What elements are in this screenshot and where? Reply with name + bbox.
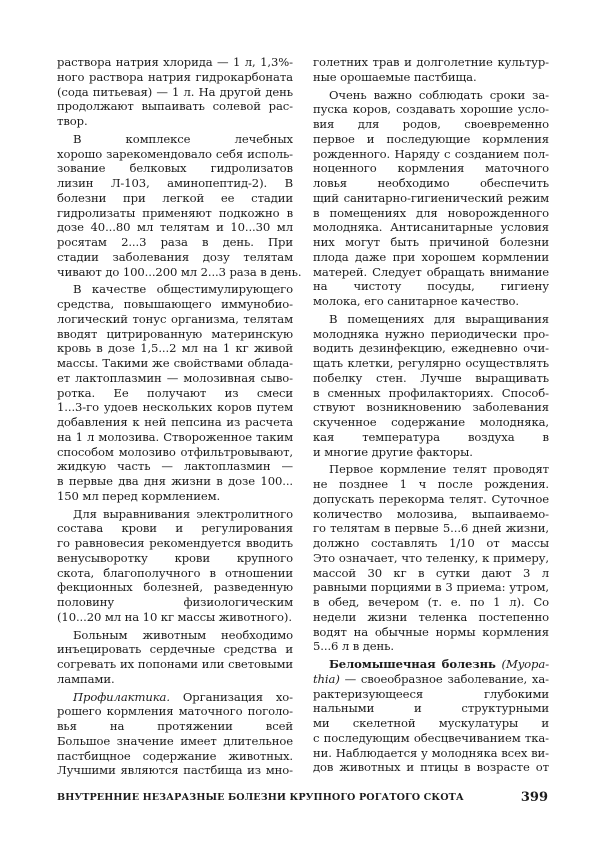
line-text: ствуют возникновению заболевания [313,400,549,415]
line-text: раствора натрия хлорида — 1 л, 1,3%- [57,55,293,69]
line-text: го телятам в первые 5...6 дней жизни, [313,521,549,536]
line-text: нальными и структурными [313,701,549,716]
text-line [313,102,549,117]
line-text: не позднее 1 ч после рождения. [313,477,549,491]
line-text: продолжают выпаивать солевой рас- [57,99,293,114]
text-line [57,459,293,474]
text-line [313,760,549,775]
bold-heading: Беломышечная болезнь [329,657,496,671]
text-column-right [313,55,549,775]
line-text: твор. [57,114,88,128]
text-line [57,132,293,147]
line-text: пуска коров, создавать хорошие усло- [313,102,549,117]
text-line [313,566,549,581]
line-text: кровь в дозе 1,5...2 мл на 1 кг живой [57,341,293,356]
line-text: вводят цитрированную материнскую [57,326,293,341]
line-text: способом молозиво отфильтровывают, [57,444,293,459]
text-line [57,191,293,206]
line-text: Большое значение имеет длительное [57,733,293,748]
text-line [57,356,293,371]
text-line [313,386,549,401]
text-line [313,265,549,280]
text-line [313,132,549,147]
text-line [57,371,293,386]
line-text: допускать перекорма телят. Суточное [313,491,549,506]
text-line [57,445,293,460]
text-line [57,657,293,672]
line-text: рактеризующееся глубокими [313,686,549,701]
line-text: — своеобразное заболевание, ха- [339,671,549,686]
text-line [57,610,293,625]
text-line [313,400,549,415]
line-text: ми скелетной мускулатуры и [313,716,549,730]
text-line [313,595,549,610]
line-text: (Myopa- [495,657,549,671]
text-line [313,70,549,85]
text-line [313,625,549,640]
line-text: матерей. Следует обращать внимание [313,264,549,279]
text-line [57,536,293,551]
text-line [313,507,549,522]
text-line [313,536,549,551]
running-head: ВНУТРЕННИЕ НЕЗАРАЗНЫЕ БОЛЕЗНИ КРУПНОГО РОГАТОГО СКОТА [57,792,464,803]
line-text: (10...20 мл на 10 кг массы животного). [57,609,292,624]
text-line [57,734,293,749]
line-text: фекционных болезней, разведенную [57,580,293,595]
text-line [313,551,549,566]
italic-term: thia) [313,671,340,686]
text-column-left [57,55,302,778]
text-line [313,746,549,761]
text-line [57,672,293,687]
line-text: ловья необходимо обеспечить [313,176,549,190]
line-text: Организация хо- [169,689,293,704]
text-line [57,749,293,764]
line-text: на чистоту посуды, гигиену [313,279,549,294]
text-line [313,371,549,386]
text-line [57,70,293,85]
line-text: массой 30 кг в сутки дают 3 л [313,565,549,580]
line-text: болезни при легкой ее стадии [57,190,293,205]
page-number: 399 [520,790,548,805]
text-line [313,220,549,235]
text-line [57,690,293,705]
text-line [313,672,549,687]
line-text: первое и последующие кормления [313,131,549,146]
text-line [57,176,293,191]
text-line [57,99,293,114]
line-text: в сменных профилакториях. Способ- [313,385,549,400]
line-text: ноценного кормления маточного [313,161,549,176]
line-text: логический тонус организма, телятам [57,311,293,326]
text-line [57,327,293,342]
text-line [313,312,549,327]
line-text: водят на обычные нормы кормления [313,624,549,639]
line-text: стадии заболевания дозу телятам [57,249,293,264]
line-text: на 1 л молозива. Створоженное таким [57,429,293,444]
line-text: ротка. Ее получают из смеси [57,385,293,400]
line-text: лампами. [57,671,115,686]
text-line [57,704,293,719]
text-line [57,642,293,657]
line-text: дов животных и птицы в возрасте от [313,760,549,775]
text-line [313,235,549,250]
text-line [313,206,549,221]
line-text: щий санитарно-гигиенический режим [313,190,549,205]
text-line [57,235,293,250]
text-line [313,356,549,371]
line-text: го равновесия рекомендуется вводить [57,536,293,550]
line-text: в первые два дня жизни в дозе 100... [57,474,293,488]
line-text: в помещениях для новорожденного [313,205,549,220]
line-text: лизин Л-103, аминопептид-2). В [57,176,293,190]
line-text: водить дезинфекцию, ежедневно очи- [313,341,549,356]
line-text: Лучшими являются пастбища из мно- [57,763,293,778]
text-line [313,639,549,654]
text-line [57,220,293,235]
line-text: добавления к ней пепсина из расчета [57,415,293,429]
line-text: с последующим обесцвечиванием тка- [313,730,549,745]
line-text: В помещениях для выращивания [329,311,549,326]
line-text: пастбищное содержание животных. [57,748,293,763]
text-line [313,55,549,70]
line-text: состава крови и регулирования [57,521,293,536]
line-text: молодняка. Антисанитарные условия [313,220,549,235]
text-line [57,566,293,581]
text-line [57,297,293,312]
text-line [313,477,549,492]
line-text: них могут быть причиной болезни [313,235,549,249]
text-line [313,117,549,132]
text-line [57,85,293,100]
line-text: средства, повышающего иммунобио- [57,297,293,311]
text-line [313,250,549,265]
text-line [57,206,293,221]
text-line [57,719,293,734]
line-text: ет лактоплазмин — молозивная сыво- [57,370,293,385]
line-text: половину физиологическим [57,595,293,609]
line-text: ные орошаемые пастбища. [313,69,477,84]
line-text: инъецировать сердечные средства и [57,642,293,657]
line-text: жидкую часть — лактоплазмин — [57,459,293,474]
text-line [57,551,293,566]
text-line [57,489,293,504]
line-text: гидролизаты применяют подкожно в [57,205,293,220]
text-line [57,521,293,536]
line-text: чивают до 100...200 мл 2...3 раза в день. [57,264,302,279]
text-line [57,628,293,643]
text-line [57,250,293,265]
line-text: кая температура воздуха в [313,429,549,444]
line-text: дозе 40...80 мл телятам и 10...30 мл [57,220,293,235]
text-line [57,580,293,595]
text-line [57,147,293,162]
line-text: должно составлять 1/10 от массы [313,536,549,550]
text-line [57,400,293,415]
line-text: побелку стен. Лучше выращивать [313,370,549,385]
text-line [313,415,549,430]
line-text: В комплексе лечебных [73,131,293,146]
text-line [57,341,293,356]
line-text: вья на протяжении всей [57,719,293,733]
text-line [313,701,549,716]
line-text: плода даже при хорошем кормлении [313,249,549,264]
line-text: вия для родов, своевременно [313,117,549,131]
text-line [57,312,293,327]
line-text: массы. Такими же свойствами облада- [57,356,293,370]
line-text: Первое кормление телят проводят [329,462,549,477]
text-line [57,264,302,280]
line-text: голетних трав и долголетние культур- [313,55,549,69]
line-text: рошего кормления маточного поголо- [57,704,293,719]
line-text: щать клетки, регулярно осуществлять [313,356,549,370]
line-text: в обед, вечером (т. е. по 1 л). Со [313,595,549,609]
line-text: ного раствора натрия гидрокарбоната [57,69,293,84]
line-text: Это означает, что теленку, к примеру, [313,550,549,565]
text-line [57,507,293,522]
text-line [313,716,549,731]
text-line [313,294,549,309]
line-text: рожденного. Наряду с созданием пол- [313,146,549,161]
line-text: недели жизни теленка постепенно [313,609,549,624]
line-text: Больным животным необходимо [73,627,293,642]
text-line [313,327,549,342]
text-line [313,176,549,191]
text-line [313,731,549,746]
text-line [57,595,293,610]
text-line [313,610,549,625]
text-line [313,580,549,595]
text-line [313,657,549,672]
line-text: равными порциями в 3 приема: утром, [313,580,549,595]
text-line [57,55,293,70]
line-text: молока, его санитарное качество. [313,294,519,308]
line-text: Для выравнивания электролитного [73,506,293,521]
text-line [313,191,549,206]
text-line [313,147,549,162]
text-line [313,687,549,702]
line-text: росятам 2...3 раза в день. При [57,235,293,249]
page-footer [57,790,548,806]
text-line [313,341,549,356]
line-text: В качестве общестимулирующего [73,282,293,297]
text-line [313,492,549,507]
line-text: согревать их попонами или световыми [57,657,293,671]
line-text: хорошо зарекомендовало себя исполь- [57,146,293,161]
line-text: 5...6 л в день. [313,639,394,654]
line-text: 150 мл перед кормлением. [57,488,221,503]
text-line [313,88,549,103]
line-text: и многие другие факторы. [313,444,473,459]
text-line [57,282,293,297]
text-line [57,763,293,778]
text-line [57,430,293,445]
text-line [57,474,293,489]
line-text: скученное содержание молодняка, [313,415,549,429]
text-line [57,161,293,176]
text-line [313,430,549,445]
line-text: Очень важно соблюдать сроки за- [329,87,549,102]
line-text: зование белковых гидролизатов [57,161,293,176]
text-line [313,279,549,294]
text-line [57,386,293,401]
line-text: (сода питьевая) — 1 л. На другой день [57,84,293,99]
text-line [313,445,549,460]
text-line [313,161,549,176]
line-text: скота, благополучного в отношении [57,565,293,580]
italic-term: Профилактика. [73,689,170,704]
text-line [57,415,293,430]
line-text: ни. Наблюдается у молодняка всех ви- [313,745,549,760]
line-text: 1...3-го удоев нескольких коров путем [57,400,293,415]
text-line [313,521,549,536]
line-text: молодняка нужно периодически про- [313,326,549,341]
line-text: количество молозива, выпаиваемо- [313,506,549,521]
text-line [57,114,293,129]
text-line [313,462,549,477]
line-text: венусыворотку крови крупного [57,550,293,565]
